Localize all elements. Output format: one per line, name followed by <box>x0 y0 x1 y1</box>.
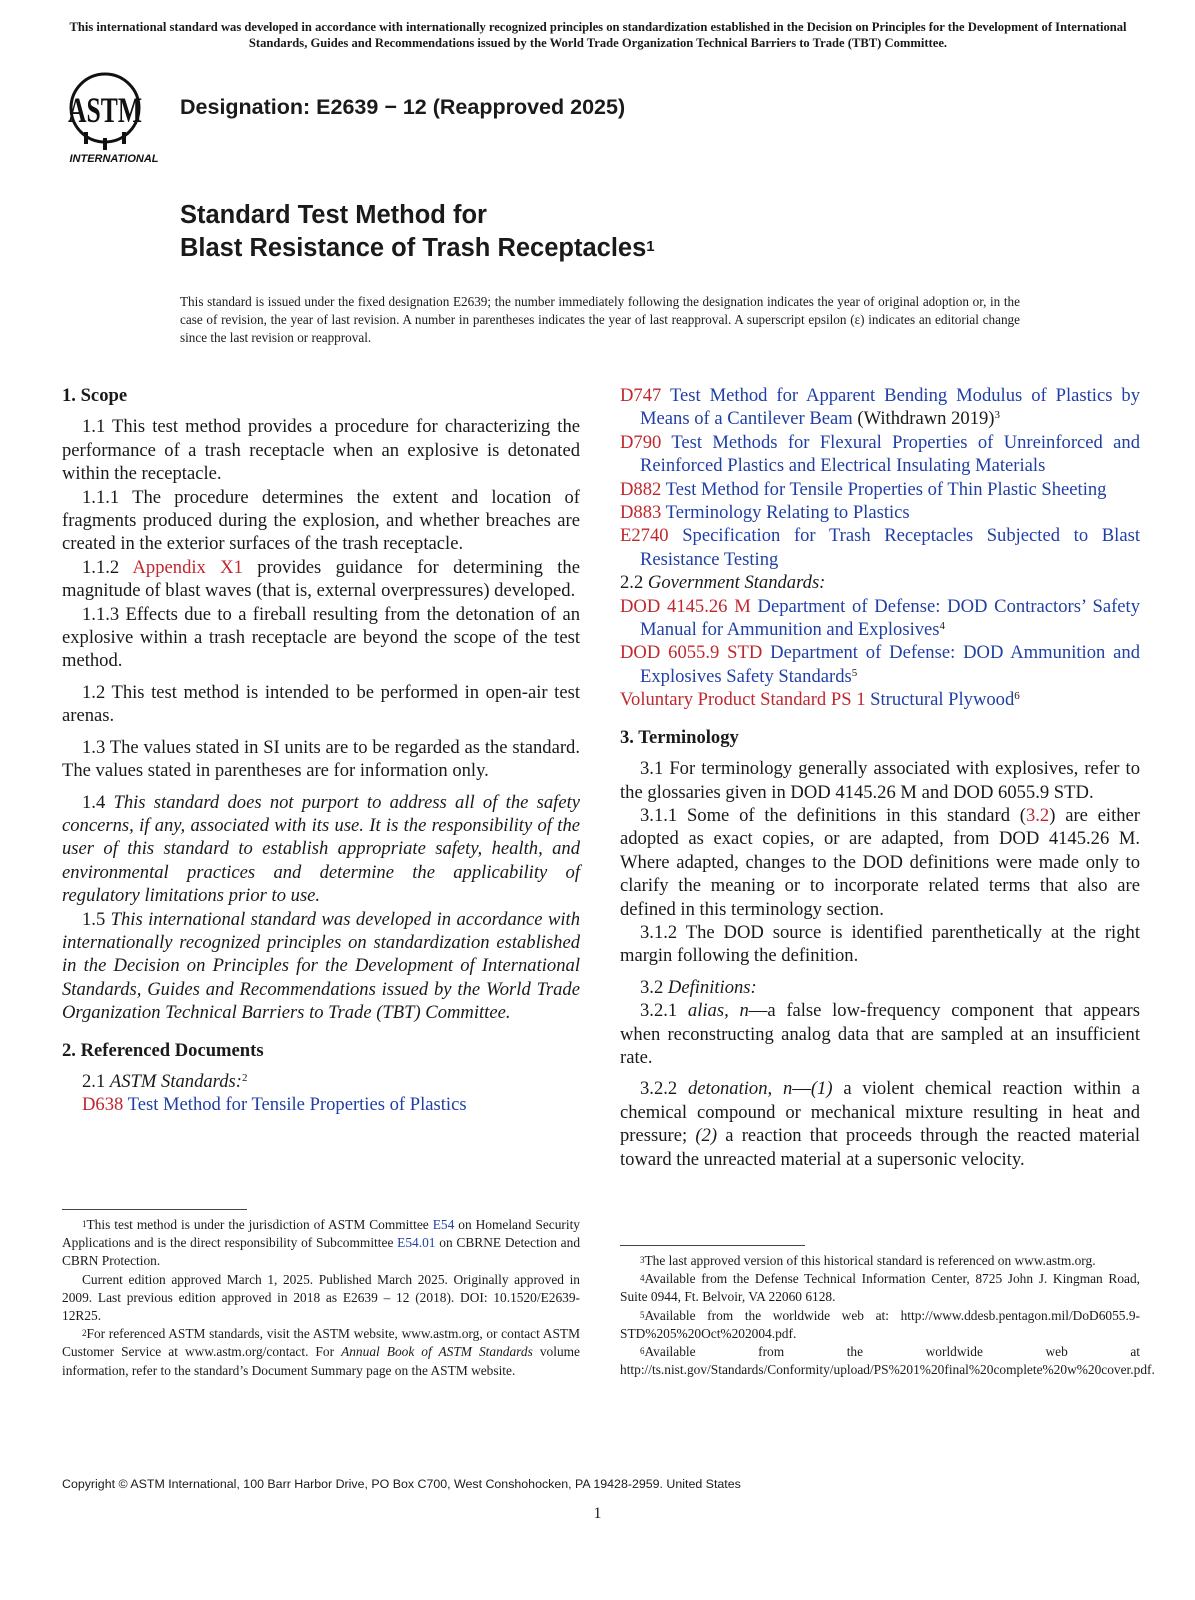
link-3-2[interactable]: 3.2 <box>1025 804 1050 826</box>
ref-d882[interactable]: D882 Test Method for Tensile Properties of Thin Plastic Sheeting <box>620 478 1107 500</box>
para-1-3: 1.3 The values stated in SI units are to be regarded as the standard. The values stated in parentheses are for information only. <box>62 736 580 782</box>
para-3-1: 3.1 For terminology generally associated with explosives, refer to the glossaries given in DOD 4145.26 M and DOD 6055.9 STD. <box>620 758 1140 803</box>
ref-e2740[interactable]: E2740 Specification for Trash Receptacles Subjected to Blast Resistance Testing <box>620 525 1140 570</box>
para-3-2-2: 3.2.2 detonation, n—(1) a violent chemical reaction within a chemical compound or mechanical mixture resulting in heat and pressure; (2) a reaction that proceeds through the reacted material toward the unreacted material at a supersonic velocity. <box>620 1078 1140 1170</box>
section-referenced-heading: 2. Referenced Documents <box>62 1039 264 1061</box>
para-3-2-1: 3.2.1 alias, n—a false low-frequency component that appears when reconstructing analog data that are sampled at an insufficient rate. <box>620 1000 1140 1068</box>
title-footnote-mark: 1 <box>646 238 655 255</box>
title-line-1: Standard Test Method for <box>180 201 487 229</box>
footnote-1: $^1$This test method is under the jurisdiction of ASTM Committee E54 on Homeland Security Applications and is the direct responsibility of Subcommittee E54.01 on CBRNE Detection and CBRN Protection. <box>62 1217 581 1269</box>
section-terminology-heading: 3. Terminology <box>620 726 739 748</box>
right-column <box>620 384 1140 1171</box>
tbt-notice: This international standard was developed in accordance with internationally recognized principles on standardization established in the Decision on Principles for the Development of International Standards, Guides and Recommendations issued by the World Trade Organization Technical Barriers to Trade (TBT) Committee. <box>69 20 1127 50</box>
footnote-rule <box>620 1245 805 1246</box>
footnote-1-edition: Current edition approved March 1, 2025. Published March 2025. Originally approved in 2009. Last previous edition approved in 2018 as E2639 – 12 (2018). DOI: 10.1520/E2639-12R25. <box>62 1271 580 1324</box>
para-1-1-1: 1.1.1 The procedure determines the extent and location of fragments produced during the explosion, and whether breaches are created in the exterior surfaces of the trash receptacle. <box>62 486 580 555</box>
footnotes-right <box>620 1245 1155 1379</box>
para-1-5: 1.5 This international standard was developed in accordance with internationally recognized principles on standardization established in the Decision on Principles for the Development of International Standards, Guides and Recommendations issued by the World Trade Organization Technical Barriers to Trade (TBT) Committee. <box>62 908 581 1024</box>
ref-d638[interactable]: D638 Test Method for Tensile Properties of Plastics <box>82 1094 467 1116</box>
footnote-3: $^3$The last approved version of this historical standard is referenced on www.astm.org. <box>640 1253 1096 1268</box>
astm-logo <box>62 68 168 168</box>
link-appendix-x1[interactable]: Appendix X1 <box>132 556 243 578</box>
para-1-2: 1.2 This test method is intended to be performed in open-air test arenas. <box>62 681 580 727</box>
document-title <box>180 199 655 265</box>
footnote-6: $^6$Available from the worldwide web at http://ts.nist.gov/Standards/Conformity/upload/PS%201%20final%20complete%20w%20cover.pdf. <box>620 1344 1155 1378</box>
ref-ps1[interactable]: Voluntary Product Standard PS 1 Structural Plywood$^6$ <box>620 689 1020 711</box>
ref-dod-4145[interactable]: DOD 4145.26 M Department of Defense: DOD Contractors’ Safety Manual for Ammunition and Explosives$^4$ <box>620 595 1140 641</box>
footnote-rule <box>62 1209 247 1210</box>
para-2-1: 2.1 ASTM Standards:$^2$ <box>82 1070 248 1092</box>
footnote-4: $^4$Available from the Defense Technical Information Center, 8725 John J. Kingman Road, Suite 0944, Ft. Belvoir, VA 22060 6128. <box>620 1271 1140 1305</box>
title-line-2: Blast Resistance of Trash Receptacles$^1$ <box>180 234 655 262</box>
para-1-4: 1.4 This standard does not purport to address all of the safety concerns, if any, associated with its use. It is the responsibility of the user of this standard to establish appropriate safety, health, and environmental practices and determine the applicability of regulatory limitations prior to use. <box>62 791 580 907</box>
page-number: 1 <box>593 1505 602 1522</box>
copyright: Copyright © ASTM International, 100 Barr Harbor Drive, PO Box C700, West Conshohocken, PA 19428-2959. United States <box>62 1477 741 1491</box>
footnotes-left <box>62 1209 580 1380</box>
para-3-2: 3.2 Definitions: <box>640 976 757 998</box>
footnote-5: $^5$Available from the worldwide web at: http://www.ddesb.pentagon.mil/DoD6055.9-STD%205%20Oct%202004.pdf. <box>620 1307 1140 1341</box>
para-1-1: 1.1 This test method provides a procedure for characterizing the performance of a trash receptacle when an explosive is detonated within the receptacle. <box>62 416 580 485</box>
designation: Designation: E2639 − 12 (Reapproved 2025) <box>180 95 626 119</box>
ref-d883[interactable]: D883 Terminology Relating to Plastics <box>620 502 910 524</box>
section-scope-heading: 1. Scope <box>62 385 128 406</box>
link-e54[interactable]: E54 <box>432 1217 455 1232</box>
footnote-2: $^2$For referenced ASTM standards, visit the ASTM website, www.astm.org, or contact ASTM Customer Service at www.astm.org/contact. For Annual Book of ASTM Standards volume information, refer to the standard’s Document Summary page on the ASTM website. <box>62 1326 580 1378</box>
para-3-1-2: 3.1.2 The DOD source is identified parenthetically at the right margin following the definition. <box>620 921 1140 967</box>
astm-logo-icon <box>62 68 168 168</box>
issued-note: This standard is issued under the fixed designation E2639; the number immediately following the designation indicates the year of original adoption or, in the case of revision, the year of last revision. A number in parentheses indicates the year of last reapproval. A superscript epsilon (ε) indicates an editorial change since the last revision or reapproval. <box>180 294 1020 345</box>
link-e54-01[interactable]: E54.01 <box>397 1235 436 1251</box>
para-1-1-2: 1.1.2 Appendix X1 provides guidance for determining the magnitude of blast waves (that is, external overpressures) developed. <box>62 556 580 602</box>
para-1-1-3: 1.1.3 Effects due to a fireball resulting from the detonation of an explosive within a trash receptacle are beyond the scope of the test method. <box>62 603 580 672</box>
ref-d747[interactable]: D747 Test Method for Apparent Bending Modulus of Plastics by Means of a Cantilever Beam (Withdrawn 2019)$^3$ <box>620 385 1141 430</box>
para-3-1-1: 3.1.1 Some of the definitions in this standard (3.2) are either adopted as exact copies, or are adapted, from DOD 4145.26 M. Where adapted, changes to the DOD definitions were made only to clarify the meaning or to incorporate related terms that also are defined in this terminology section. <box>620 804 1140 920</box>
para-2-2: 2.2 Government Standards: <box>620 572 826 594</box>
ref-d790[interactable]: D790 Test Methods for Flexural Properties of Unreinforced and Reinforced Plastics and Electrical Insulating Materials <box>620 431 1141 477</box>
logo-mark-text: ASTM <box>68 90 142 130</box>
logo-label: INTERNATIONAL <box>69 153 159 165</box>
ref-dod-6055[interactable]: DOD 6055.9 STD Department of Defense: DOD Ammunition and Explosives Safety Standards$^5$ <box>620 642 1141 687</box>
left-column <box>62 384 580 1117</box>
